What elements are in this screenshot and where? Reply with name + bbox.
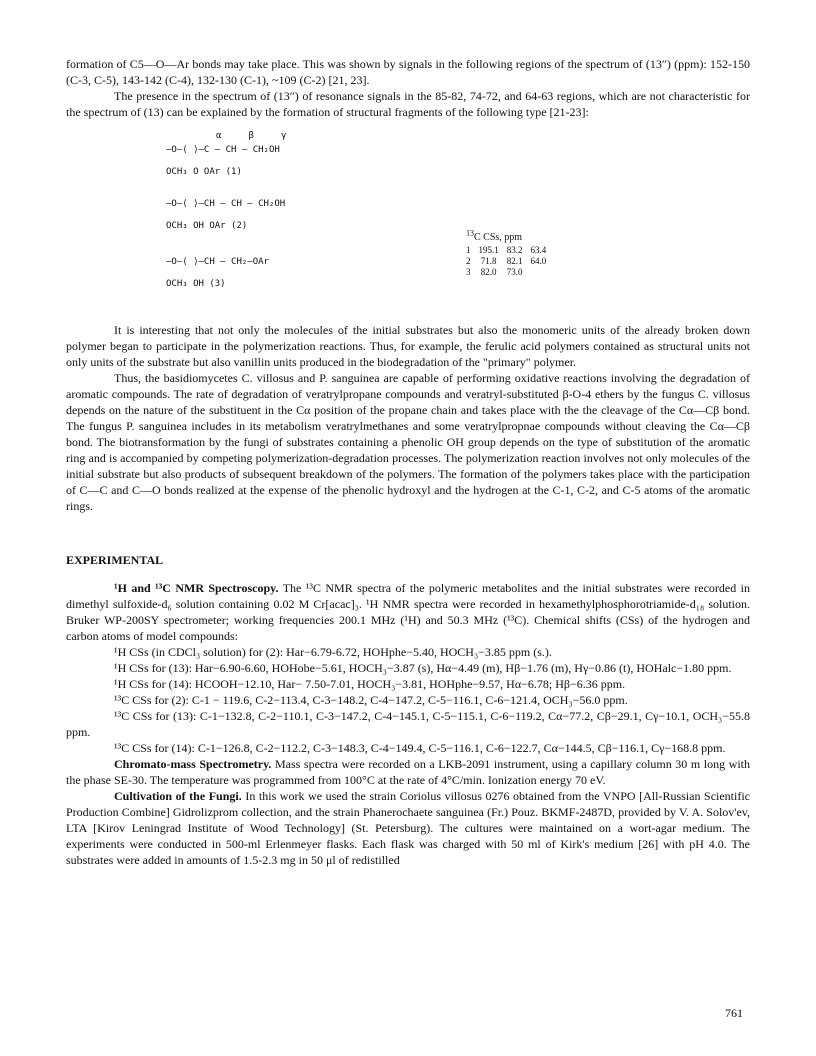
structure-2: —O—⟨ ⟩—CH — CH — CH₂OH OCH₃ OH OAr (2) [166, 199, 286, 231]
cs-line: ¹H CSs (in CDCl₃ solution) for (2): Har−6.79-6.72, HOHphe−5.40, HOCH₃−3.85 ppm (s.). [114, 645, 552, 659]
cms-paragraph: Chromato-mass Spectrometry. Mass spectra were recorded on a LKB-2091 instrument, using a capillary column 30 m long with the phase SE-30. The temperature was programmed from 100°C at the rate of 4°C/min. Ionization energy 70 eV. [66, 757, 750, 787]
greek-labels: α β γ [216, 131, 287, 141]
cs-table-header: $^{13}$C CSs, ppm [466, 228, 523, 243]
structure-3: —O—⟨ ⟩—CH — CH₂—OAr OCH₃ OH (3) [166, 257, 269, 289]
paragraph-4: Thus, the basidiomycetes C. villosus and P. sanguinea are capable of performing oxidative reactions involving the degradation of aromatic compounds. The rate of degradation of veratrylpropane compounds and veratryl-substituted β-O-4 ethers by the fungus C. villosus depends on the nature of the substituent in the Cα position of the propane chain and takes place with the the cleavage of the Cα—Cβ bond. The fungus P. sanguinea includes in its metabolism veratrylmethanes and some veratrylpropnae compounds without cleaving the Cα—Cβ bond. The biotransformation by the fungi of substrates containing a phenolic OH group depends on the type of substitution of the aromatic ring and is accompanied by competing polymerization-degradation processes. The polymerization reaction involves not only molecules of the initial substrate but also products of subsequent breakdown of the polymers. The formation of the polymers takes place with the participation of C—C and C—O bonds realized at the expense of the phenolic hydroxyl and the hydrogen at the C-1, C-2, and C-5 atoms of the aromatic rings. [66, 371, 750, 513]
cs-line: ¹³C CSs for (2): C-1 − 119.6, C-2−113.4, C-3−148.2, C-4−147.2, C-5−116.1, C-6−121.4, OCH₃−56.0 ppm. [114, 693, 628, 707]
table-row: 3 82.0 73.0 [466, 267, 523, 277]
page-number: 761 [725, 1006, 743, 1020]
nmr-title: ¹H and ¹³C NMR Spectroscopy. [114, 581, 279, 595]
cs-line: ¹H CSs for (14): HCOOH−12.10, Har− 7.50-7.01, HOCH₃−3.81, HOHphe−9.57, Hα−6.78; Hβ−6.36 ppm. [114, 677, 626, 691]
cms-title: Chromato-mass Spectrometry. [114, 757, 272, 771]
cs-line: ¹³C CSs for (13): C-1−132.8, C-2−110.1, C-3−147.2, C-4−145.1, C-5−115.1, C-6−119.2, Cα−77.2, Cβ−29.1, Cγ−10.1, OCH₃−55.8 ppm. [66, 709, 750, 739]
page-body [66, 56, 750, 868]
fungi-paragraph: Cultivation of the Fungi. In this work we used the strain Coriolus villosus 0276 obtained from the VNPO [All-Russian Scientific Production Combine] Gidrolizprom collection, and the strain Phanerochaete sanguinea (Fr.) Pouz. BKMF-2487D, provided by V. A. Solov'ev, LTA [Kirov Leningrad Institute of Wood Technology] (St. Petersburg). The cultures were maintained on a wort-agar medium. The experiments were conducted in 500-ml Erlenmeyer flasks. Each flask was charged with 50 ml of Kirk's medium [26] with pH 4.0. The substrates were added in amounts of 1.5-2.3 mg in 50 μl of redistilled [66, 789, 751, 867]
cs-table [466, 228, 554, 278]
cs-line: ¹H CSs for (13): Har−6.90-6.60, HOHobe−5.61, HOCH₃−3.87 (s), Hα−4.49 (m), Hβ−1.76 (m), Hγ−0.86 (t), HOHalc−1.80 ppm. [114, 661, 732, 675]
paragraph-3: It is interesting that not only the molecules of the initial substrates but also the monomeric units of the already broken down polymer began to participate in the polymerization reactions. Thus, for example, the ferulic acid polymers contained as structural units not only units of the substrate but also vanillin units produced in the biodegradation of the "primary" polymer. [66, 323, 750, 369]
cs-line: ¹³C CSs for (14): C-1−126.8, C-2−112.2, C-3−148.3, C-4−149.4, C-5−116.1, C-6−122.7, Cα−144.5, Cβ−116.1, Cγ−168.8 ppm. [114, 741, 726, 755]
structures-diagram [66, 122, 750, 322]
paragraph-1: formation of C5—O—Ar bonds may take place. This was shown by signals in the following regions of the spectrum of (13″) (ppm): 152-150 (C-3, C-5), 143-142 (C-4), 132-130 (C-1), ~109 (C-2) [21, 23]. [66, 57, 750, 87]
paragraph-2: The presence in the spectrum of (13″) of resonance signals in the 85-82, 74-72, and 64-63 regions, which are not characteristic for the spectrum of (13) can be explained by the formation of structural fragments of the following type [21-23]: [66, 89, 750, 119]
structure-1: —O—⟨ ⟩—C — CH — CH₂OH OCH₃ O OAr (1) [166, 145, 280, 177]
nmr-paragraph: ¹H and ¹³C NMR Spectroscopy. The ¹³C NMR spectra of the polymeric metabolites and the initial substrates were recorded in dimethyl sulfoxide-d₆ solution containing 0.02 M Cr[acac]₃. ¹H NMR spectra were recorded in hexamethylphosphorotriamide-d₁₈ solution. Bruker WP-200SY spectrometer; working frequencies 200.1 MHz (¹H) and 50.3 MHz (¹³C). Chemical shifts (CSs) of the hydrogen and carbon atoms of model compounds: [66, 581, 750, 643]
table-row: 1 195.1 83.2 63.4 [466, 245, 547, 255]
experimental-heading: EXPERIMENTAL [66, 553, 164, 567]
table-row: 2 71.8 82.1 64.0 [466, 256, 547, 266]
fungi-title: Cultivation of the Fungi. [114, 789, 242, 803]
